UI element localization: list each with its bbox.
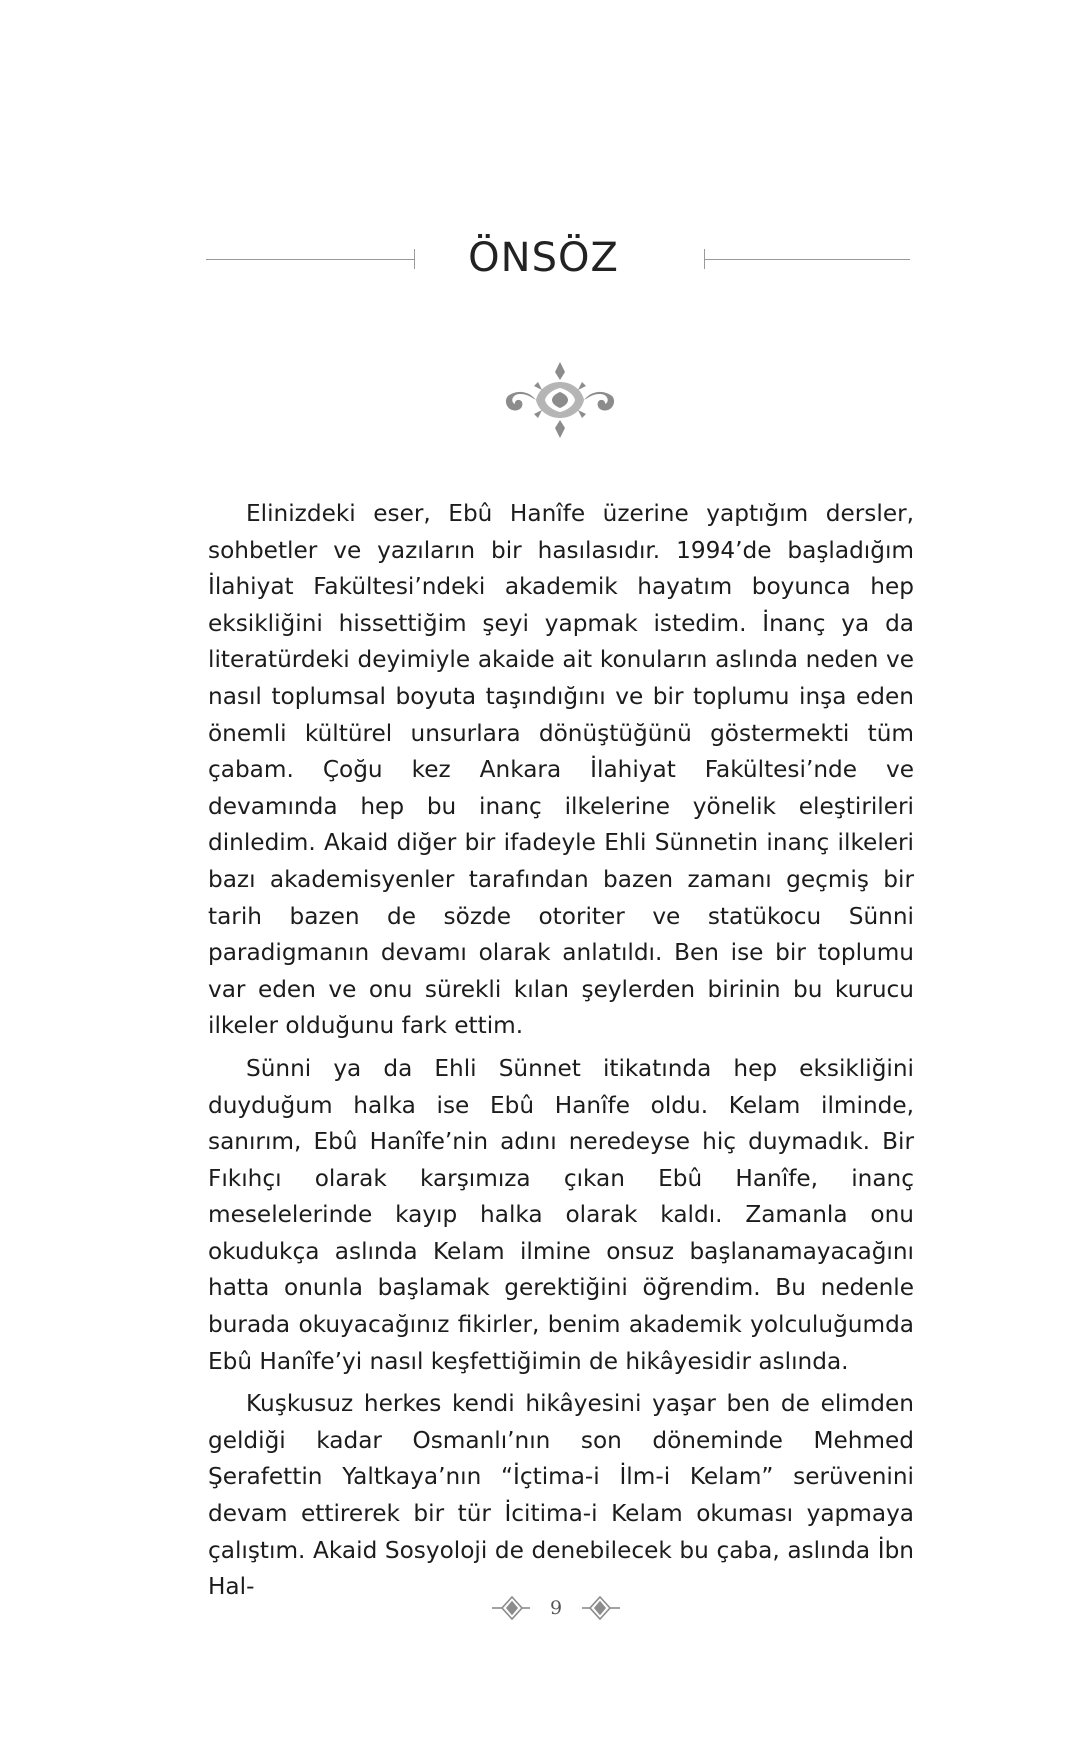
chapter-title: ÖNSÖZ (468, 235, 619, 281)
body-text (208, 496, 914, 1612)
diamond-ornament-icon (580, 1594, 620, 1622)
header-rule-right (704, 259, 910, 260)
chapter-header (0, 230, 1087, 290)
page-footer (0, 1590, 1087, 1626)
diamond-ornament-icon (492, 1594, 532, 1622)
page-number: 9 (549, 1597, 563, 1619)
paragraph-1: Elinizdeki eser, Ebû Hanîfe üzerine yaptığım dersler, sohbetler ve yazıların bir hasılasıdır. 1994’de başladığım İlahiyat Fakültesi’ndeki akademik hayatım boyunca hep eksikliğini hissettiğim şeyi yapmak istedim. İnanç ya da literatürdeki deyimiyle akaide ait konuların aslında neden ve nasıl toplumsal boyuta taşındığını ve bir toplumu inşa eden önemli kültürel unsurlara dönüştüğünü göstermekti tüm çabam. Çoğu kez Ankara İlahiyat Fakültesi’nde ve devamında hep bu inanç ilkelerine yönelik eleştirileri dinledim. Akaid diğer bir ifadeyle Ehli Sünnetin inanç ilkeleri bazı akademisyenler tarafından bazen zamanı geçmiş bir tarih bazen de sözde otoriter ve statükocu Sünni paradigmanın devamı olarak anlatıldı. Ben ise bir toplumu var eden ve onu sürekli kılan şeylerden birinin bu kurucu ilkeler olduğunu fark ettim. (208, 500, 914, 1040)
floral-ornament-icon (498, 360, 622, 440)
paragraph-2: Sünni ya da Ehli Sünnet itikatında hep eksikliğini duyduğum halka ise Ebû Hanîfe oldu. Kelam ilminde, sanırım, Ebû Hanîfe’nin adını neredeyse hiç duymadık. Bir Fıkıhçı olarak karşımıza çıkan Ebû Hanîfe, inanç meselelerinde kayıp halka olarak kaldı. Zamanla onu okudukça aslında Kelam ilmine onsuz başlanamayacağını hatta onunla başlamak gerektiğini öğrendim. Bu nedenle burada okuyacağınız fikirler, benim akademik yolculuğumda Ebû Hanîfe’yi nasıl keşfettiğimin de hikâyesidir aslında. (208, 1054, 914, 1375)
paragraph-3: Kuşkusuz herkes kendi hikâyesini yaşar ben de elimden geldiği kadar Osmanlı’nın son döneminde Mehmed Şerafettin Yaltkaya’nın “İçtima-i İlm-i Kelam” serüvenini devam ettirerek bir tür İcitima-i Kelam okuması yapmaya çalıştım. Akaid Sosyoloji de denebilecek bu çaba, aslında İbn Hal- (208, 1390, 914, 1601)
